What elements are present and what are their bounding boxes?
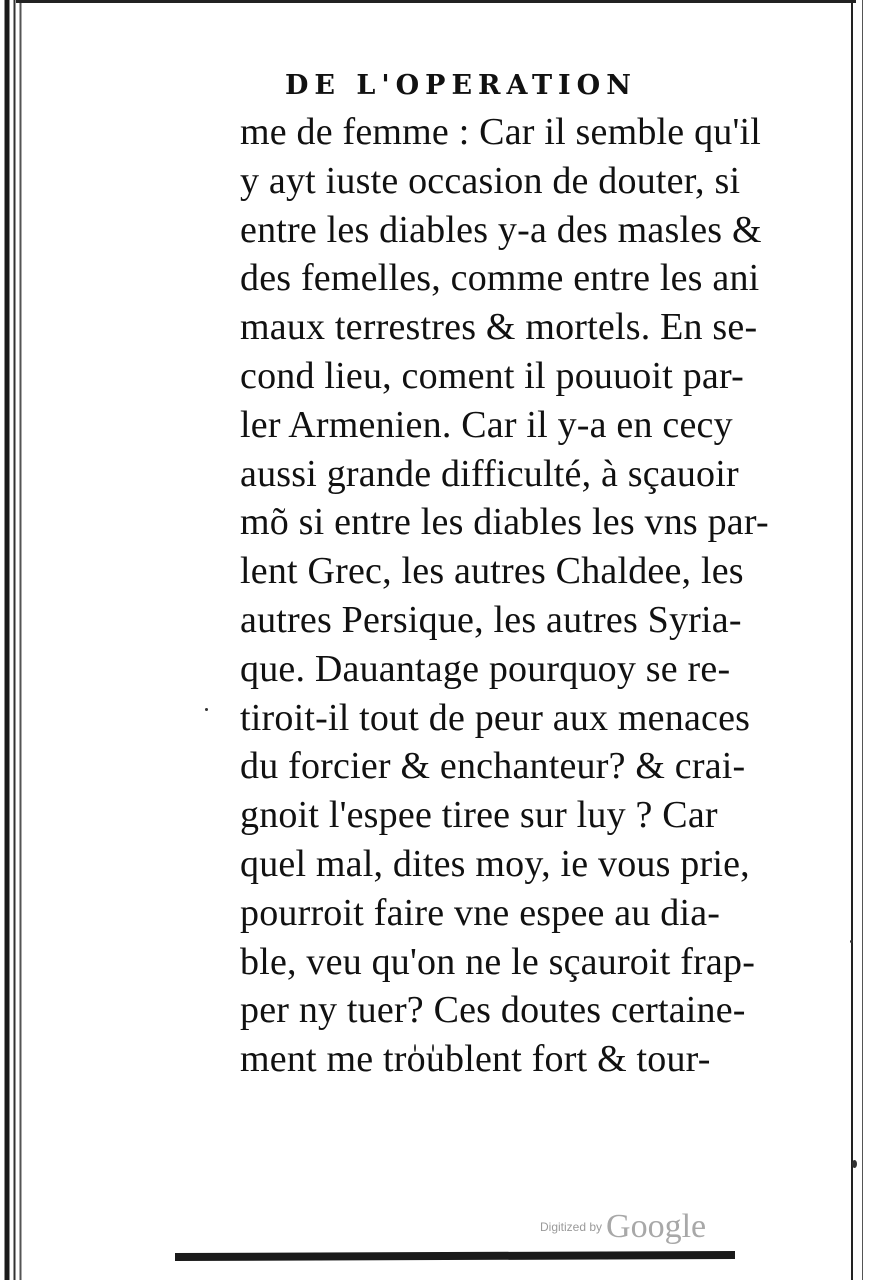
text-line: autres Persique, les autres Syria-	[240, 598, 742, 641]
text-line: du forcier & enchanteur? & crai-	[240, 745, 746, 788]
ink-speck	[850, 940, 853, 943]
text-line: pourroit faire vne espee au dia-	[240, 891, 721, 934]
text-line: entre les diables y-a des masles &	[240, 208, 762, 251]
text-line: que. Dauantage pourquoy se re-	[240, 647, 731, 690]
text-line: aussi grande difficulté, à sçauoir	[240, 452, 739, 495]
text-line: mõ si entre les diables les vns par-	[240, 501, 769, 544]
text-line: lent Grec, les autres Chaldee, les	[240, 550, 744, 593]
watermark-prefix: Digitized by	[540, 1220, 603, 1234]
text-line: des femelles, comme entre les ani	[240, 257, 760, 300]
text-line: quel mal, dites moy, ie vous prie,	[240, 842, 750, 885]
top-page-edge	[16, 0, 856, 8]
text-line: ble, veu qu'on ne le sçauroit frap-	[240, 940, 756, 983]
ink-speck	[852, 1160, 857, 1168]
ink-speck	[205, 708, 208, 711]
bottom-page-edge	[175, 1251, 735, 1261]
text-line: per ny tuer? Ces doutes certaine-	[240, 989, 746, 1032]
running-head: DE L'OPERATION	[285, 70, 637, 101]
body-text	[240, 108, 780, 1084]
text-line: ler Armenien. Car il y-a en cecy	[240, 403, 733, 446]
right-page-edge-outer	[862, 0, 863, 1280]
text-line: maux terrestres & mortels. En se-	[240, 306, 758, 349]
text-line: gnoit l'espee tiree sur luy ? Car	[240, 794, 718, 837]
watermark-brand-logo: Google	[606, 1208, 707, 1245]
text-line: cond lieu, coment il pouuoit par-	[240, 354, 744, 397]
text-line: tiroit-il tout de peur aux menaces	[240, 696, 751, 739]
right-page-edge	[851, 0, 853, 1280]
text-line: y ayt iuste occasion de douter, si	[240, 159, 741, 202]
text-line: me de femme : Car il semble qu'il	[240, 111, 762, 153]
digitization-watermark	[540, 1208, 706, 1246]
left-binding-edge	[0, 0, 26, 1280]
text-line: ment me troublent fort & tour-	[240, 1038, 711, 1081]
